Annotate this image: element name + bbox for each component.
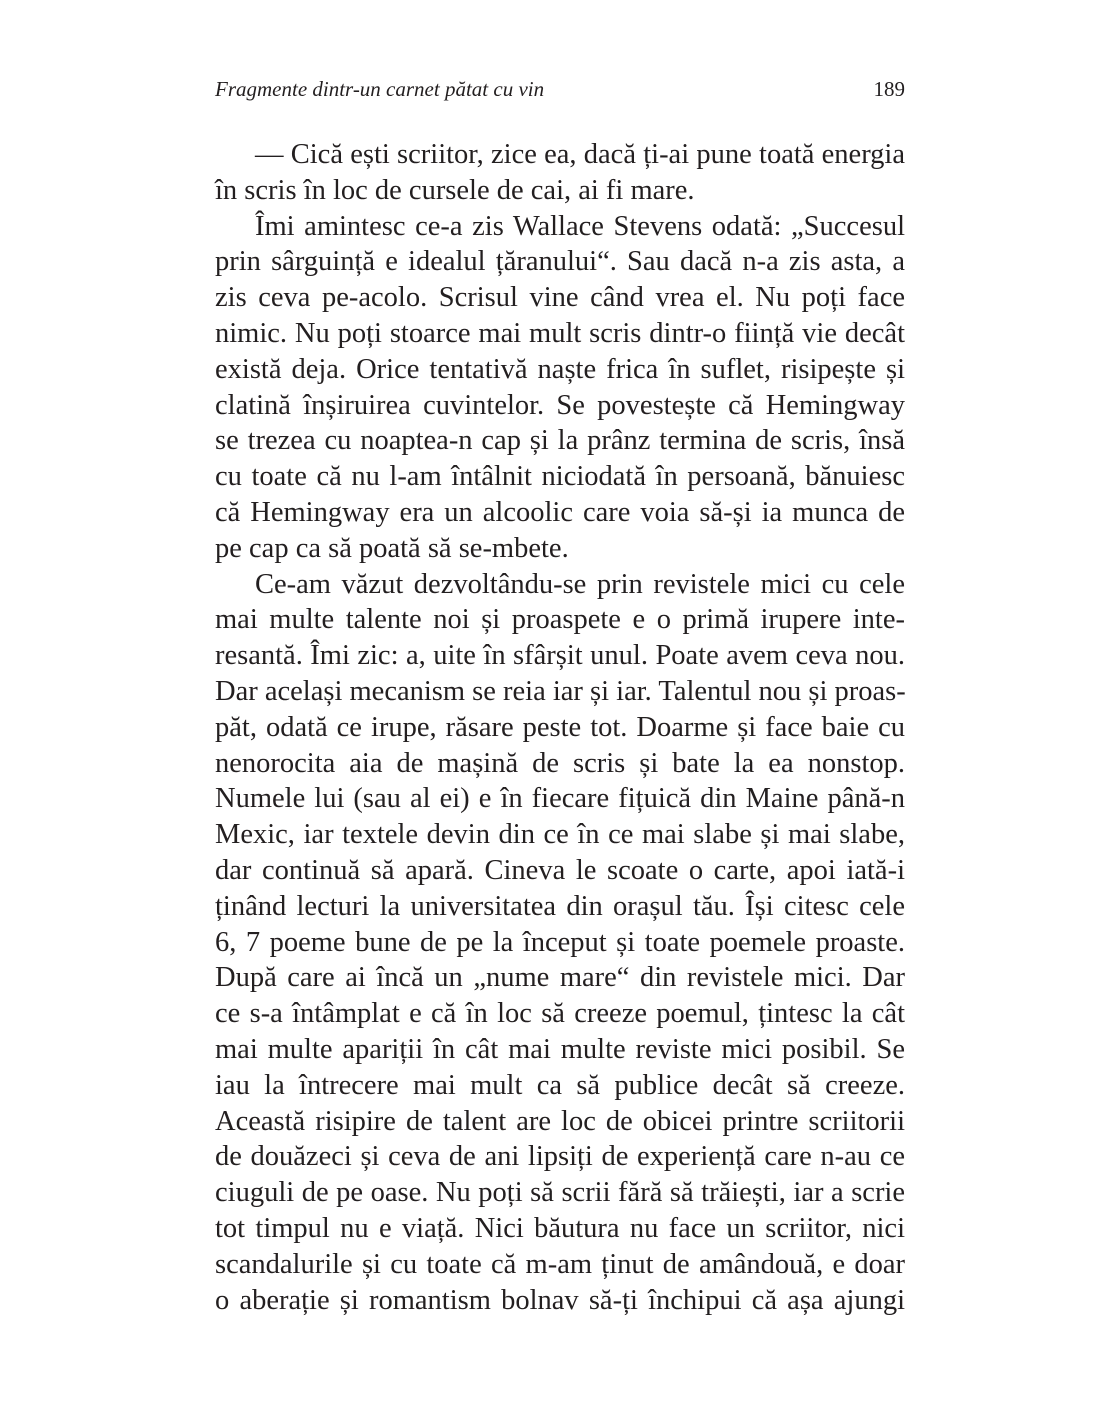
text-line: nenorocita aia de mașină de scris și bate la ea nonstop.	[215, 747, 905, 779]
text-line: ce s-a întâmplat e că în loc să creeze poemul, țintesc la cât	[215, 998, 905, 1030]
text-line: cu toate că nu l-am întâlnit niciodată în persoană, bănuiesc	[215, 461, 905, 493]
running-header	[215, 74, 905, 104]
text-line: Ce-am văzut dezvoltându-se prin revistele mici cu cele	[255, 568, 905, 600]
text-line: ținând lecturi la universitatea din orașul tău. Își citesc cele	[215, 890, 905, 922]
text-line: resantă. Îmi zic: a, uite în sfârșit unul. Poate avem ceva nou.	[215, 640, 905, 672]
paragraph	[215, 567, 905, 1319]
text-line: După care ai încă un „nume mare“ din revistele mici. Dar	[215, 962, 905, 994]
body-text	[215, 137, 905, 1318]
text-line: o aberație și romantism bolnav să-ți închipui că așa ajungi	[215, 1284, 905, 1316]
text-line: zis ceva pe-acolo. Scrisul vine când vrea el. Nu poți face	[215, 282, 905, 314]
chapter-title: Fragmente dintr-un carnet pătat cu vin	[215, 77, 545, 101]
text-line: clatină înșiruirea cuvintelor. Se povestește că Hemingway	[215, 389, 905, 421]
text-line: Mexic, iar textele devin din ce în ce mai slabe și mai slabe,	[215, 819, 905, 851]
text-line: dar continuă să apară. Cineva le scoate o carte, apoi iată-i	[215, 854, 905, 886]
text-line: scandalurile și cu toate că m-am ținut de amândouă, e doar	[215, 1248, 905, 1280]
paragraph	[215, 209, 905, 567]
text-line: Îmi amintesc ce-a zis Wallace Stevens odată: „Succesul	[255, 210, 905, 242]
text-line: mai multe apariții în cât mai multe reviste mici posibil. Se	[215, 1033, 905, 1065]
text-line: mai multe talente noi și proaspete e o primă irupere inte-	[215, 604, 905, 636]
text-line: în scris în loc de cursele de cai, ai fi mare.	[215, 174, 695, 206]
text-line: pe cap ca să poată să se-mbete.	[215, 532, 569, 564]
text-line: nimic. Nu poți stoarce mai mult scris dintr-o ființă vie decât	[215, 317, 905, 349]
text-line: tot timpul nu e viață. Nici băutura nu face un scriitor, nici	[215, 1212, 905, 1244]
text-line: că Hemingway era un alcoolic care voia să-și ia munca de	[215, 496, 905, 528]
text-line: de douăzeci și ceva de ani lipsiți de experiență care n-au ce	[215, 1141, 905, 1173]
paragraph	[215, 137, 905, 209]
text-line: există deja. Orice tentativă naște frica în suflet, risipește și	[215, 353, 905, 385]
text-line: se trezea cu noaptea-n cap și la prânz termina de scris, însă	[215, 425, 905, 457]
text-line: Dar același mecanism se reia iar și iar. Talentul nou și proas-	[215, 675, 906, 707]
text-line: păt, odată ce irupe, răsare peste tot. Doarme și face baie cu	[215, 711, 905, 743]
text-line: Numele lui (sau al ei) e în fiecare fițuică din Maine până-n	[215, 783, 905, 815]
page-number: 189	[873, 77, 905, 101]
text-line: 6, 7 poeme bune de pe la început și toate poemele proaste.	[215, 926, 905, 958]
text-line: prin sârguință e idealul țăranului“. Sau dacă n-a zis asta, a	[215, 246, 905, 278]
text-line: iau la întrecere mai mult ca să publice decât să creeze.	[215, 1069, 905, 1101]
text-line: ciuguli de pe oase. Nu poți să scrii fără să trăiești, iar a scrie	[215, 1177, 905, 1209]
text-line: Această risipire de talent are loc de obicei printre scriitorii	[215, 1105, 905, 1137]
text-line: — Cică ești scriitor, zice ea, dacă ți-ai pune toată energia	[255, 139, 905, 170]
